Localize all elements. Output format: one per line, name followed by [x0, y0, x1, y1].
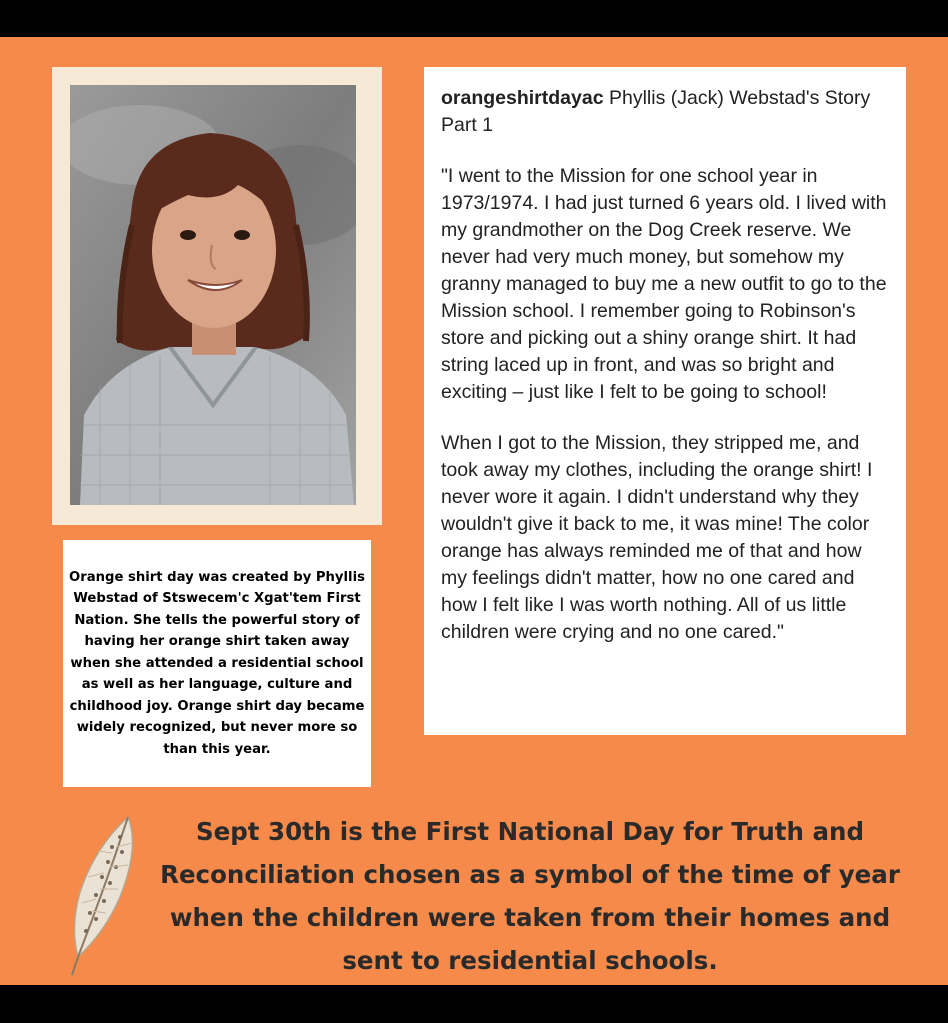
account-handle: orangeshirtdayac [441, 87, 604, 109]
photo-frame [52, 67, 382, 525]
story-paragraph-1: "I went to the Mission for one school year in 1973/1974. I had just turned 6 years old. I lived with my grandmother on the Dog Creek reserve. We never had very much money, but somehow my granny managed to buy me a new outfit to go to the Mission school. I remember going to Robinson's store and picking out a shiny orange shirt. It had string laced up in front, and was so bright and exciting – just like I felt to be going to school! [441, 165, 887, 403]
caption-text: Orange shirt day was created by Phyllis Webstad of Stswecem'c Xgat'tem First Nation. She tells the powerful story of having her orange shirt taken away when she attended a residential school as well as her language, culture and childhood joy. Orange shirt day became widely recognized, but never more so than this year. [69, 569, 365, 757]
story-content [441, 85, 891, 670]
child-portrait-photo [70, 85, 356, 505]
top-black-bar [0, 0, 948, 37]
story-box [424, 67, 906, 735]
bottom-black-bar [0, 985, 948, 1023]
caption-box [63, 540, 371, 787]
portrait-illustration [70, 85, 356, 505]
orange-panel [0, 37, 948, 985]
feather-icon [50, 807, 150, 977]
story-heading [441, 85, 891, 139]
story-paragraph-2: When I got to the Mission, they stripped me, and took away my clothes, including the orange shirt! I never wore it again. I didn't understand why they wouldn't give it back to me, it was mine! The color orange has always reminded me of that and how my feelings didn't matter, how no one cared and how I felt like I was worth nothing. All of us little children were crying and no one cared." [441, 432, 873, 643]
truth-reconciliation-statement: Sept 30th is the First National Day for Truth and Reconciliation chosen as a symbol of the time of year when the children were taken from their homes and sent to residential schools. [160, 817, 900, 975]
story-title: Phyllis (Jack) Webstad's Story Part 1 [441, 87, 871, 136]
